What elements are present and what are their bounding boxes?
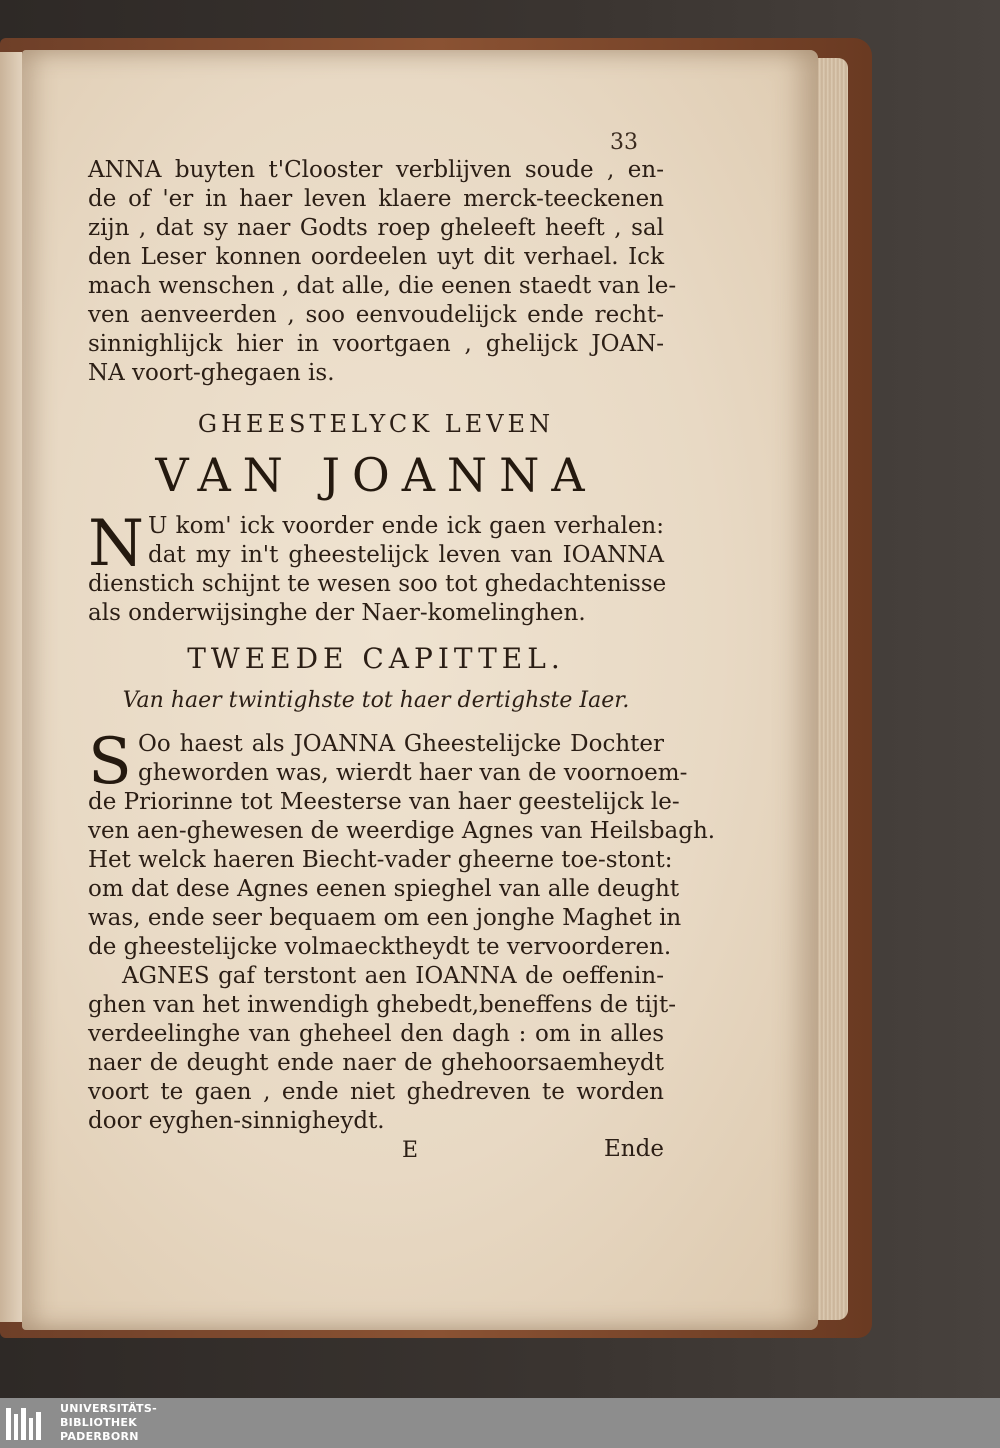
chapter-subtitle: Van haer twintighste tot haer dertighste Iaer. — [122, 688, 630, 713]
text-line: was, ende seer bequaem om een jonghe Maghet in — [88, 905, 682, 931]
text-line: gheworden was, wierdt haer van de voornoem- — [138, 760, 688, 786]
text-line: den Leser konnen oordeelen uyt dit verhael. Ick — [88, 244, 664, 270]
library-name-line: UNIVERSITÄTS- — [60, 1402, 157, 1415]
chapter-title: TWEEDE CAPITTEL. — [187, 642, 565, 675]
text-line: de gheestelijcke volmaecktheydt te vervoorderen. — [88, 934, 672, 960]
text-line: mach wenschen , dat alle, die eenen staedt van le- — [88, 273, 677, 299]
text-line: om dat dese Agnes eenen spieghel van alle deught — [88, 876, 680, 902]
previous-page-edge — [0, 52, 22, 1322]
text-line: ANNA buyten t'Clooster verblijven soude , en- — [88, 157, 664, 183]
page-number: 33 — [610, 130, 638, 155]
text-line: als onderwijsinghe der Naer-komelinghen. — [88, 600, 586, 626]
text-line: dat my in't gheestelijck leven van IOANNA — [148, 542, 664, 568]
signature-mark: E — [402, 1138, 419, 1163]
text-line: voort te gaen , ende niet ghedreven te worden — [88, 1079, 664, 1105]
text-line: sinnighlijck hier in voortgaen , ghelijck JOAN- — [88, 331, 664, 357]
text-line: Oo haest als JOANNA Gheestelijcke Dochter — [138, 731, 664, 757]
text-line: ven aen-ghewesen de weerdige Agnes van Heilsbagh. — [88, 818, 716, 844]
library-name-line: BIBLIOTHEK — [60, 1416, 138, 1429]
catchword: Ende — [604, 1136, 664, 1162]
library-footer — [0, 1398, 1000, 1448]
text-line: AGNES gaf terstont aen IOANNA de oeffenin- — [122, 963, 664, 989]
text-line: de Priorinne tot Meesterse van haer geestelijck le- — [88, 789, 680, 815]
text-line: ven aenveerden , soo eenvoudelijck ende recht- — [88, 302, 664, 328]
text-line: U kom' ick voorder ende ick gaen verhalen: — [148, 513, 664, 539]
text-line: NA voort-ghegaen is. — [88, 360, 335, 386]
library-name-line: PADERBORN — [60, 1430, 139, 1443]
text-line: naer de deught ende naer de ghehoorsaemheydt — [88, 1050, 664, 1076]
drop-cap: N — [88, 507, 144, 581]
section-title: VAN JOANNA — [155, 448, 597, 502]
drop-cap: S — [88, 725, 132, 799]
text-line: zijn , dat sy naer Godts roep gheleeft heeft , sal — [88, 215, 664, 241]
library-logo-icon — [4, 1404, 50, 1444]
text-line: verdeelinghe van gheheel den dagh : om in alles — [88, 1021, 664, 1047]
text-line: de of 'er in haer leven klaere merck-teeckenen — [88, 186, 664, 212]
section-heading: GHEESTELYCK LEVEN — [197, 410, 555, 438]
book-page — [22, 50, 818, 1330]
text-line: Het welck haeren Biecht-vader gheerne toe-stont: — [88, 847, 673, 873]
text-line: ghen van het inwendigh ghebedt,beneffens de tijt- — [88, 992, 677, 1018]
text-line: dienstich schijnt te wesen soo tot ghedachtenisse — [88, 571, 667, 597]
text-line: door eyghen-sinnigheydt. — [88, 1108, 385, 1134]
